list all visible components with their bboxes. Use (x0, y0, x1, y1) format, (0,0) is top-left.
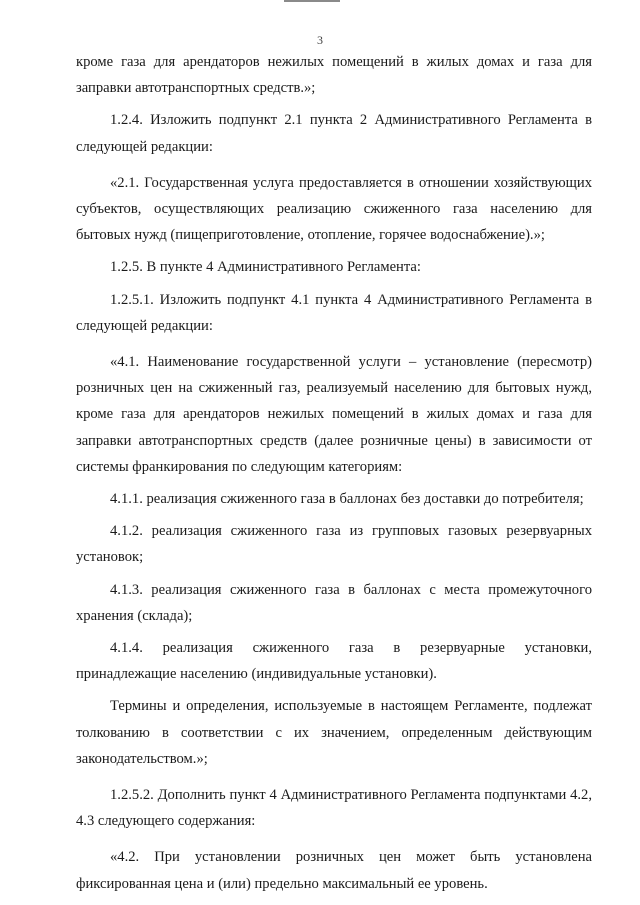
paragraph-terms: Термины и определения, используемые в настоящем Регламенте, подлежат толкованию в соответствии с их значением, определенным действующим законодательством.»; (76, 698, 592, 767)
paragraph-1-2-5: 1.2.5. В пункте 4 Административного Регламента: (110, 259, 421, 276)
page-number: 3 (317, 33, 323, 47)
paragraph-1-2-4: 1.2.4. Изложить подпункт 2.1 пункта 2 Административного Регламента в следующей редакции: (76, 112, 592, 155)
paragraph-4-1-2: 4.1.2. реализация сжиженного газа из групповых газовых резервуарных установок; (76, 523, 592, 566)
paragraph-1-2-5-1: 1.2.5.1. Изложить подпункт 4.1 пункта 4 Административного Регламента в следующей редакции: (76, 291, 592, 334)
paragraph-4-1-3: 4.1.3. реализация сжиженного газа в баллонах с места промежуточного хранения (склада); (76, 581, 592, 624)
paragraph-4-1-4: 4.1.4. реализация сжиженного газа в резервуарные установки, принадлежащие населению (индивидуальные установки). (76, 640, 592, 683)
paragraph-quote-4-1: «4.1. Наименование государственной услуги – установление (пересмотр) розничных цен на сжиженный газ, реализуемый населению для бытовых нужд, кроме газа для арендаторов нежилых помещений в жилых домах и газа для заправки автотранспортных средств (далее розничные цены) в зависимости от системы франкирования по следующим категориям: (76, 354, 592, 475)
paragraph-quote-2-1: «2.1. Государственная услуга предоставляется в отношении хозяйствующих субъектов, осуществляющих реализацию сжиженного газа населению для бытовых нужд (пищеприготовление, отопление, горячее водоснабжение).»; (76, 174, 592, 244)
document-body (76, 49, 592, 897)
paragraph-1-2-5-2: 1.2.5.2. Дополнить пункт 4 Административного Регламента подпунктами 4.2, 4.3 следующего содержания: (76, 787, 592, 830)
paragraph-continuation: кроме газа для арендаторов нежилых помещений в жилых домах и газа для заправки автотранспортных средств.»; (76, 54, 592, 97)
scan-edge-mark (284, 0, 340, 2)
paragraph-quote-4-2: «4.2. При установлении розничных цен может быть установлена фиксированная цена и (или) предельно максимальный ее уровень. (76, 849, 592, 892)
paragraph-4-1-1: 4.1.1. реализация сжиженного газа в баллонах без доставки до потребителя; (110, 491, 584, 508)
